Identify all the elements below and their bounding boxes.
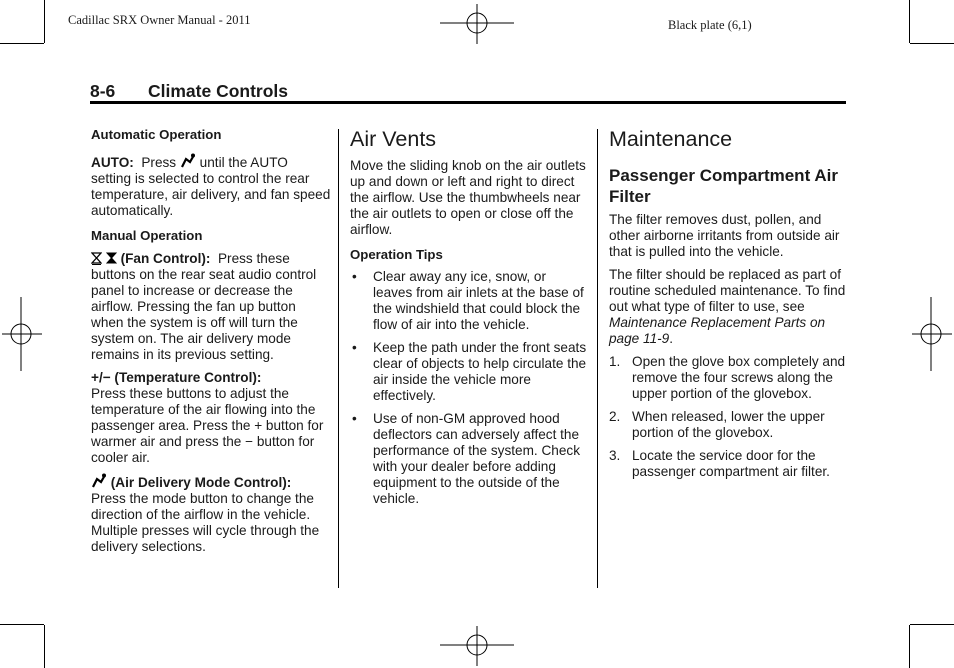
maintenance-parts-reference[interactable]: Maintenance Replacement Parts on page 11-9: [609, 315, 826, 346]
column-climate-operation: [91, 126, 331, 555]
bullet-mark: •: [352, 411, 357, 426]
auto-label: AUTO:: [91, 155, 134, 170]
column-divider: [338, 129, 339, 588]
crop-mark: [909, 0, 910, 43]
temperature-label: +/− (Temperature Control):: [91, 370, 262, 385]
list-item-text: Keep the path under the front seats clear of objects to help circulate the air inside the vehicle more effectively.: [373, 340, 587, 403]
registration-mark-top: [440, 4, 514, 44]
list-item: [609, 409, 849, 441]
list-item: [609, 354, 849, 402]
auto-text-a: Press: [141, 155, 177, 170]
step-text: Locate the service door for the passenger compartment air filter.: [632, 448, 830, 479]
registration-mark-right: [912, 297, 952, 371]
auto-text-b: until the AUTO setting is selected to control the rear temperature, air delivery, and fan speed automatically.: [91, 155, 331, 218]
crop-mark: [44, 625, 45, 668]
air-vents-title: Air Vents: [350, 127, 437, 151]
fan-paragraph: [91, 251, 331, 363]
section-number: 8-6: [90, 81, 116, 101]
heading-rule: [90, 101, 846, 104]
bullet-mark: •: [352, 340, 357, 355]
plate-label: Black plate (6,1): [668, 18, 752, 32]
list-item-text: Clear away any ice, snow, or leaves from air inlets at the base of the windshield that could block the flow of air into the vehicle.: [373, 269, 584, 332]
temperature-text: Press these buttons to adjust the temperature of the air flowing into the passenger area. Press the + button for warmer air and press the − button for cooler air.: [91, 386, 324, 465]
operation-tips-list: [350, 269, 588, 507]
registration-mark-left: [2, 297, 42, 371]
air-delivery-icon: [91, 473, 107, 489]
filter-replacement-text: The filter should be replaced as part of routine scheduled maintenance. To find out what type of filter to use, see: [609, 267, 846, 314]
bullet-mark: •: [352, 269, 357, 284]
step-number: 2.: [609, 409, 621, 424]
crop-mark: [44, 0, 45, 43]
air-vents-intro: Move the sliding knob on the air outlets up and down or left and right to direct the airflow. Use the thumbwheels near the air outlets to open or close off the airflow.: [350, 158, 586, 237]
list-item-text: Use of non-GM approved hood deflectors can adversely affect the performance of the system. Check with your dealer before adding equipment to the outside of the vehicle.: [373, 411, 581, 506]
air-filter-subtitle: Passenger Compartment Air Filter: [609, 166, 838, 206]
crop-mark: [909, 625, 910, 668]
step-number: 3.: [609, 448, 621, 463]
filter-steps-list: [609, 354, 849, 480]
air-delivery-icon: [180, 153, 196, 169]
crop-mark: [910, 624, 954, 625]
list-item: [609, 448, 849, 480]
filter-intro: The filter removes dust, pollen, and other airborne irritants from outside air that is pulled into the vehicle.: [609, 212, 840, 259]
step-text: Open the glove box completely and remove the four screws along the upper portion of the glovebox.: [632, 354, 846, 401]
auto-operation-heading: Automatic Operation: [91, 127, 222, 142]
list-item: [350, 411, 588, 507]
column-air-vents: [350, 126, 588, 507]
operation-tips-heading: Operation Tips: [350, 247, 443, 262]
list-item: [350, 340, 588, 404]
mode-paragraph: [91, 473, 331, 555]
filter-replacement-paragraph: [609, 267, 849, 347]
registration-mark-bottom: [440, 626, 514, 666]
sentence-end: .: [669, 331, 673, 346]
step-number: 1.: [609, 354, 621, 369]
fan-down-icon: [91, 252, 102, 265]
maintenance-title: Maintenance: [609, 127, 733, 151]
column-maintenance: [609, 126, 849, 480]
fan-label: (Fan Control):: [120, 251, 211, 266]
auto-paragraph: [91, 153, 331, 219]
fan-text: Press these buttons on the rear seat audio control panel to increase or decrease the airflow. Pressing the fan up button when the system is off will turn the system on. The air delivery mode remains in its previous setting.: [91, 251, 317, 362]
mode-text: Press the mode button to change the direction of the airflow in the vehicle. Multiple presses will cycle through the delivery selections.: [91, 491, 320, 554]
column-divider: [597, 129, 598, 588]
manual-operation-heading: Manual Operation: [91, 228, 203, 243]
mode-label: (Air Delivery Mode Control):: [110, 475, 292, 490]
manual-title: Cadillac SRX Owner Manual - 2011: [68, 13, 251, 27]
crop-mark: [0, 43, 44, 44]
crop-mark: [910, 43, 954, 44]
crop-mark: [0, 624, 44, 625]
fan-up-icon: [106, 252, 117, 265]
section-heading: [90, 81, 288, 102]
step-text: When released, lower the upper portion of the glovebox.: [632, 409, 825, 440]
section-title: Climate Controls: [148, 81, 289, 101]
list-item: [350, 269, 588, 333]
temperature-paragraph: [91, 370, 331, 466]
